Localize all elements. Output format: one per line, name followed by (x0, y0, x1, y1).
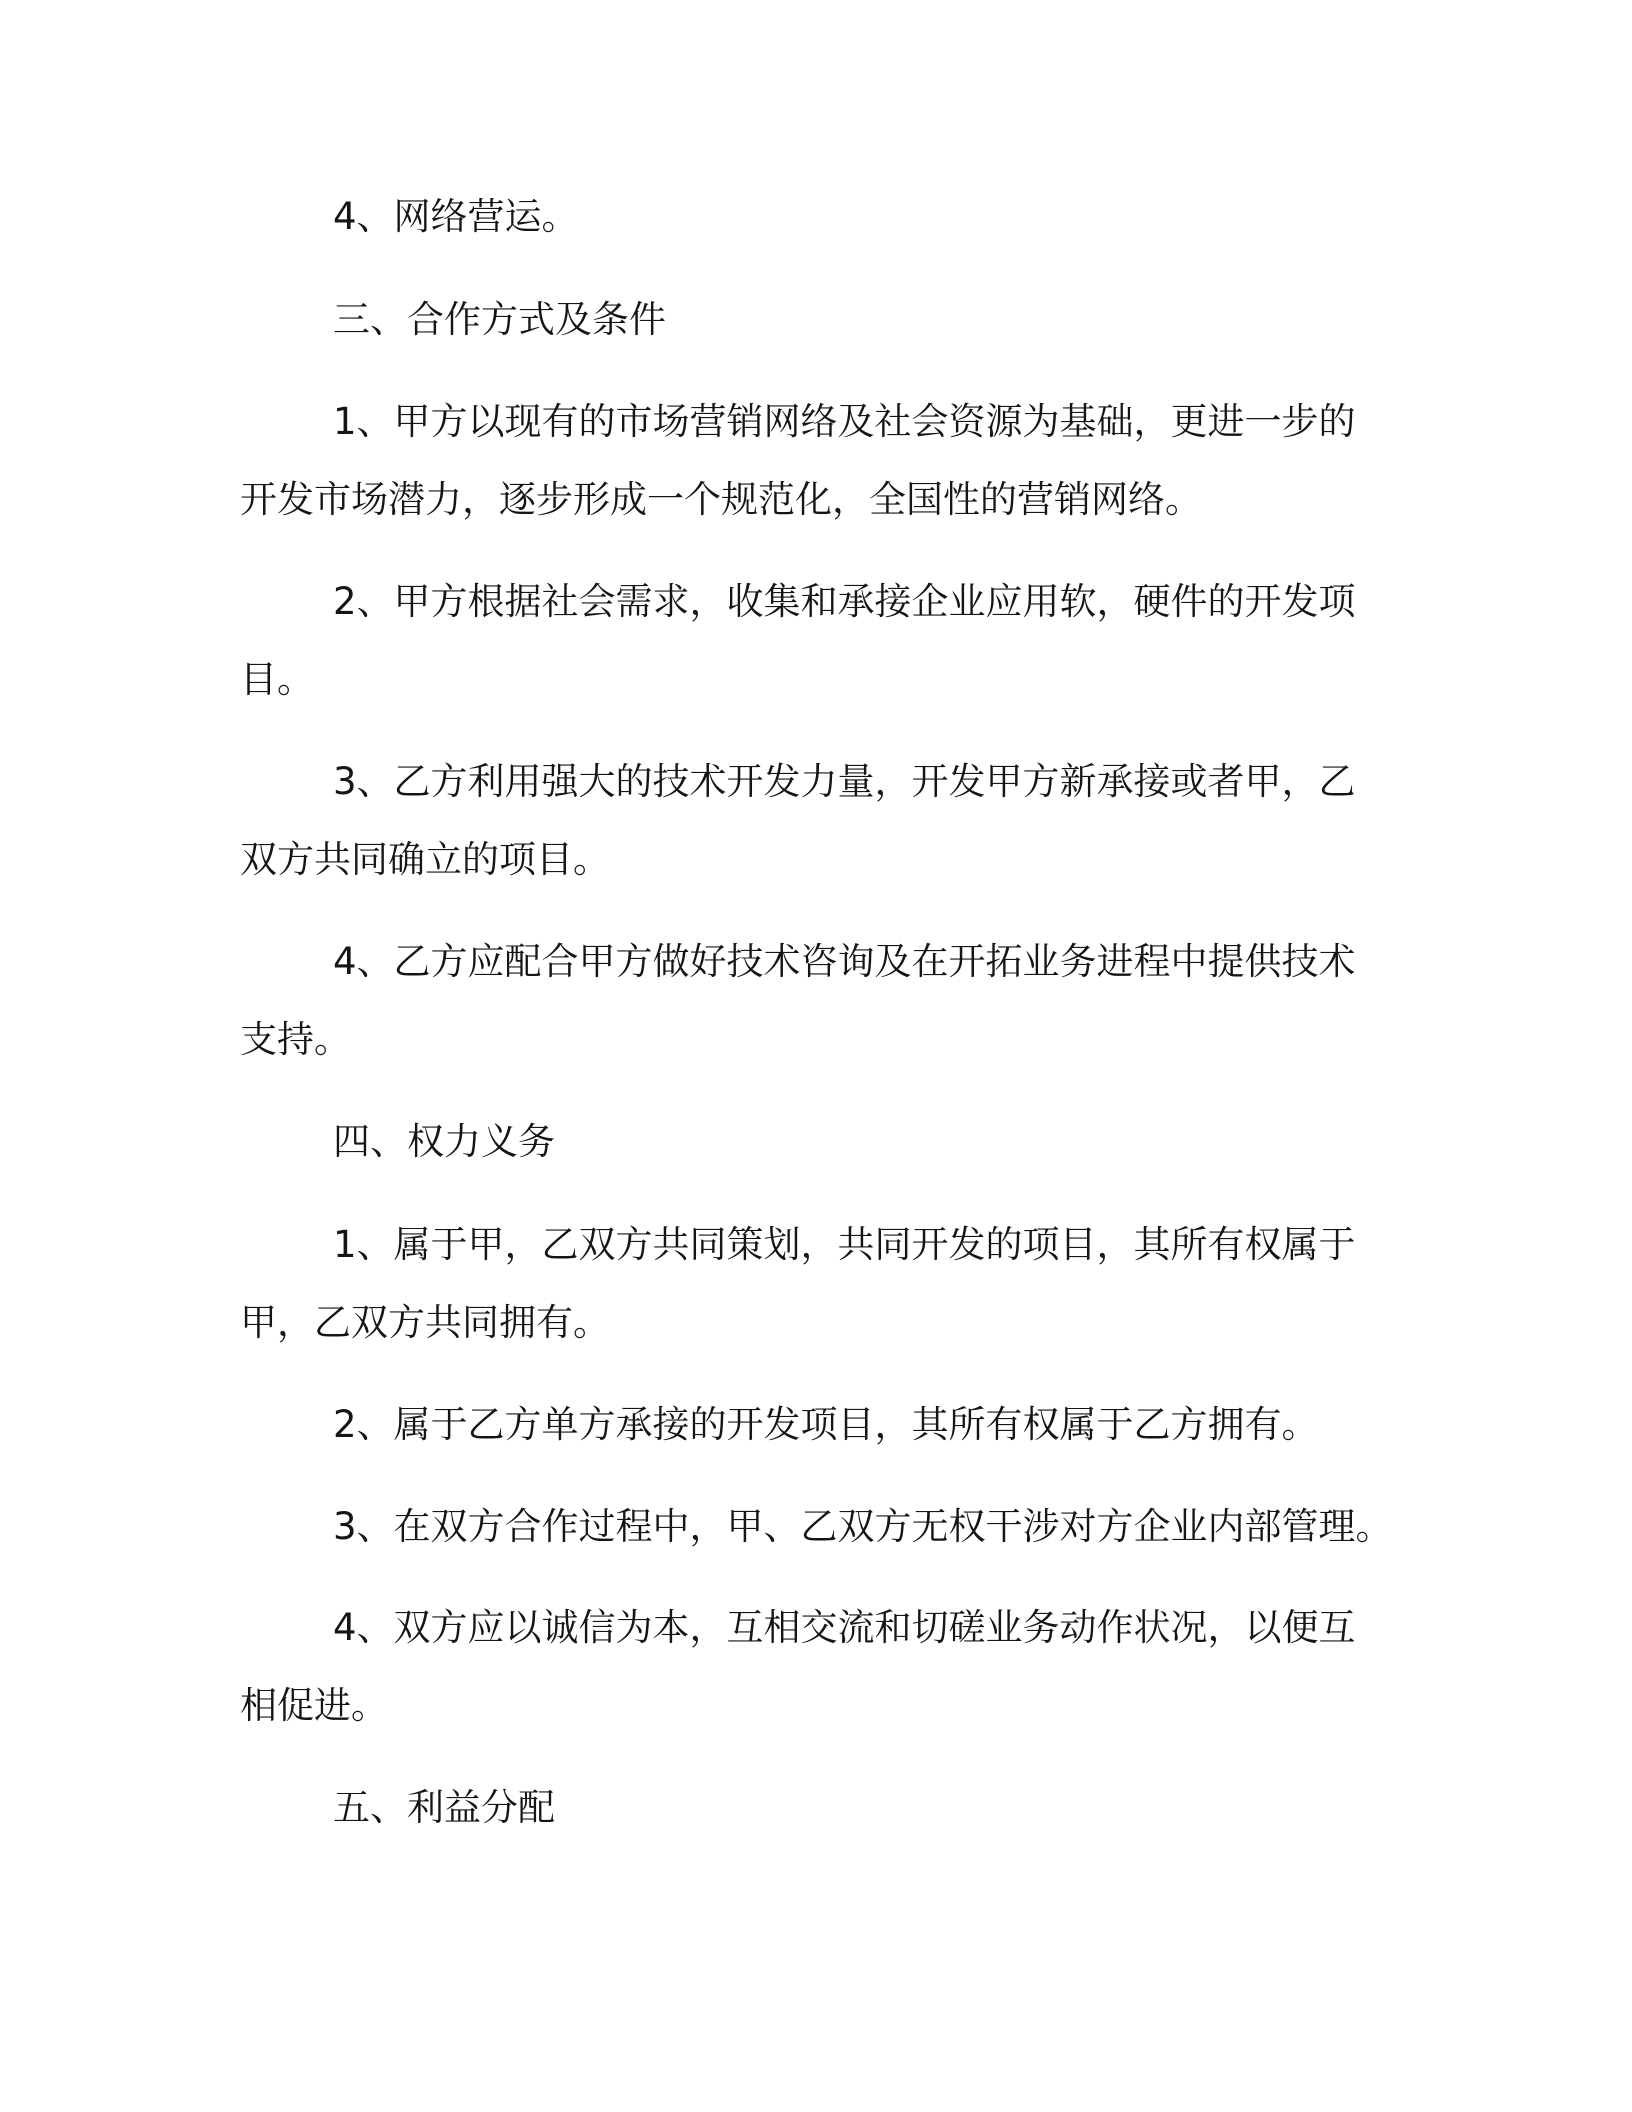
clause-3-3-line-1: 3、乙方利用强大的技术开发力量，开发甲方新承接或者甲，乙 (333, 760, 1356, 803)
list-item-network-operation: 4、网络营运。 (333, 195, 579, 238)
clause-3-4-line-2: 支持。 (240, 1018, 351, 1061)
clause-4-1-line-1: 1、属于甲，乙双方共同策划，共同开发的项目，其所有权属于 (333, 1223, 1356, 1266)
section-heading-rights-obligations: 四、权力义务 (333, 1120, 555, 1163)
clause-3-2-line-1: 2、甲方根据社会需求，收集和承接企业应用软，硬件的开发项 (333, 580, 1356, 623)
section-heading-cooperation: 三、合作方式及条件 (333, 298, 666, 341)
clause-4-3: 3、在双方合作过程中，甲、乙双方无权干涉对方企业内部管理。 (333, 1505, 1393, 1548)
clause-4-2: 2、属于乙方单方承接的开发项目，其所有权属于乙方拥有。 (333, 1403, 1319, 1446)
section-heading-profit-distribution: 五、利益分配 (333, 1786, 555, 1829)
clause-4-1-line-2: 甲，乙双方共同拥有。 (240, 1301, 610, 1344)
clause-3-1-line-1: 1、甲方以现有的市场营销网络及社会资源为基础，更进一步的 (333, 400, 1356, 443)
clause-4-4-line-1: 4、双方应以诚信为本，互相交流和切磋业务动作状况，以便互 (333, 1606, 1356, 1649)
clause-3-1-line-2: 开发市场潜力，逐步形成一个规范化，全国性的营销网络。 (240, 478, 1202, 521)
clause-3-3-line-2: 双方共同确立的项目。 (240, 838, 610, 881)
clause-3-2-line-2: 目。 (240, 658, 314, 701)
clause-3-4-line-1: 4、乙方应配合甲方做好技术咨询及在开拓业务进程中提供技术 (333, 940, 1356, 983)
clause-4-4-line-2: 相促进。 (240, 1684, 388, 1727)
